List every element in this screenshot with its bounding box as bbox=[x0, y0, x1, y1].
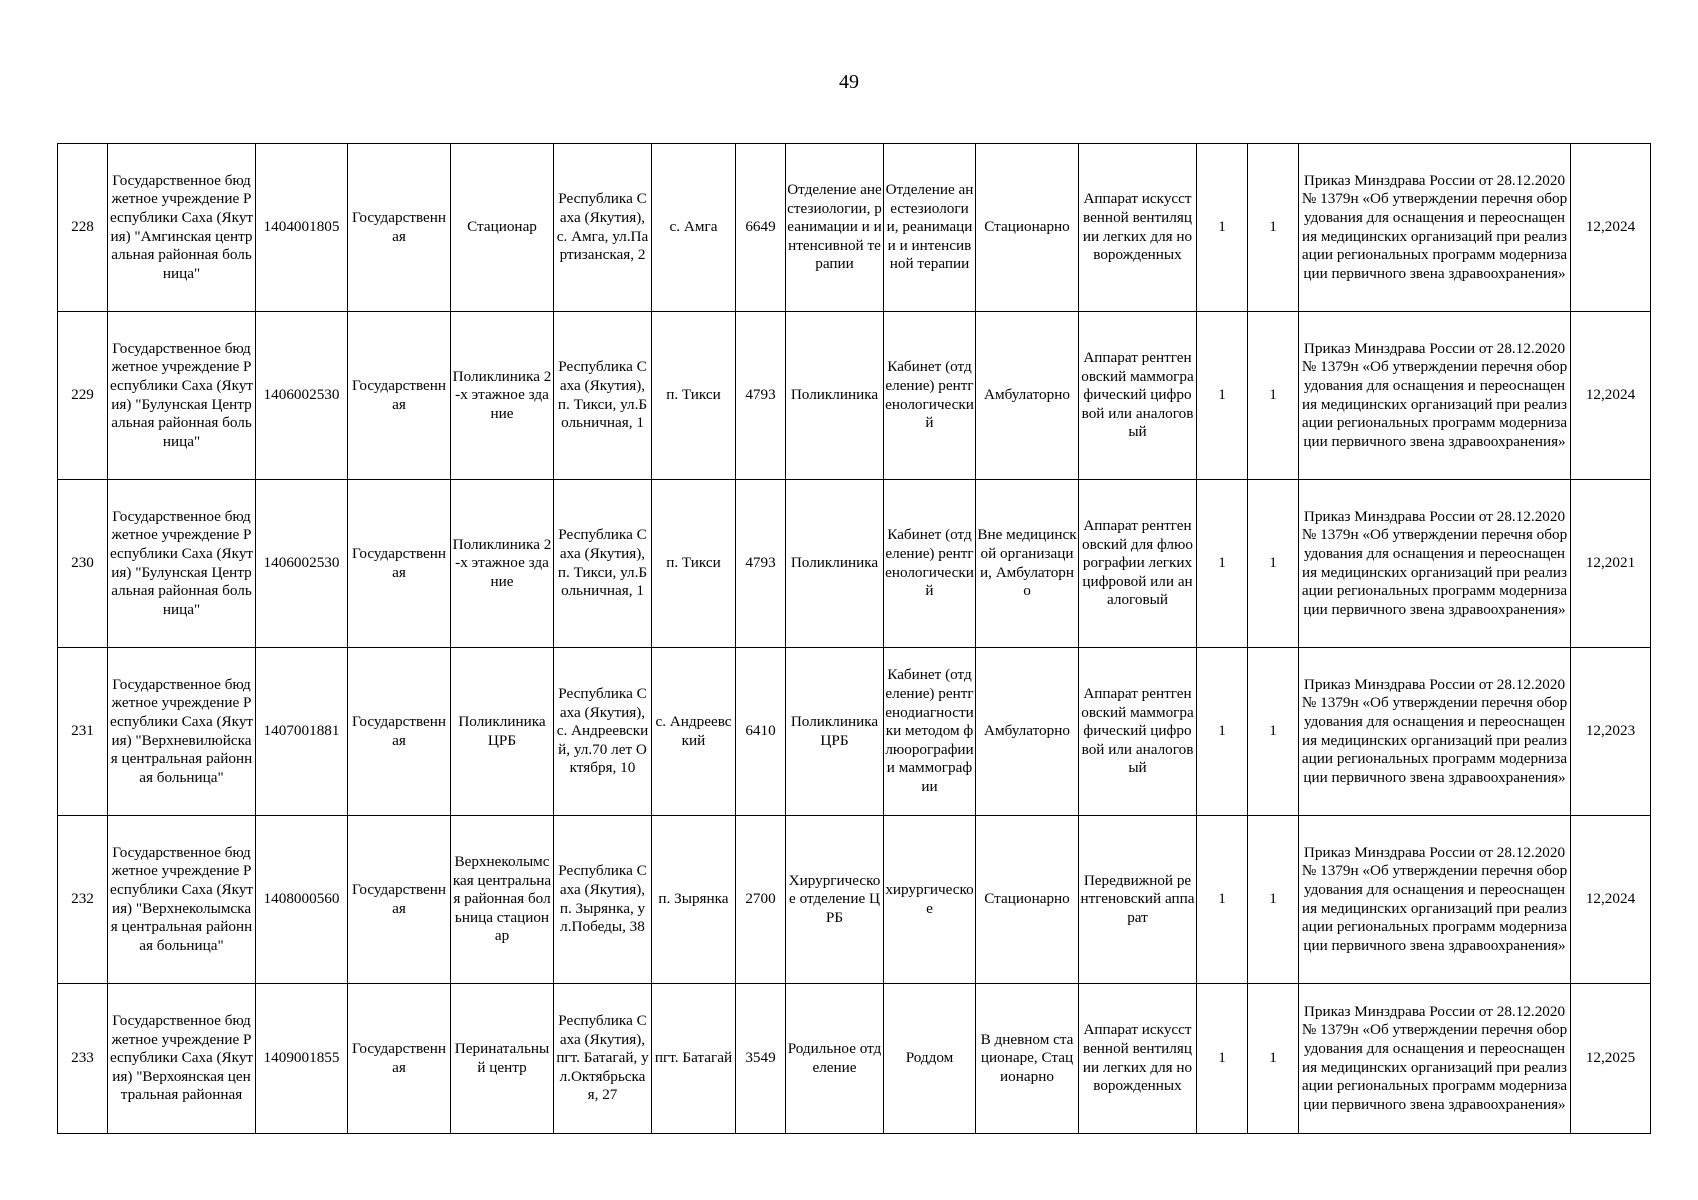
cell-regulation: Приказ Минздрава России от 28.12.2020 № 1379н «Об утверждении перечня оборудования для оснащения и переоснащения медицинских организаций при реализации региональных программ модернизации первичного звена здравоохранения» bbox=[1299, 480, 1571, 648]
cell-ownership: Государственная bbox=[348, 816, 451, 984]
cell-settlement: п. Зырянка bbox=[652, 816, 736, 984]
cell-deadline: 12,2023 bbox=[1571, 648, 1651, 816]
cell-regulation: Приказ Минздрава России от 28.12.2020 № 1379н «Об утверждении перечня оборудования для оснащения и переоснащения медицинских организаций при реализации региональных программ модернизации первичного звена здравоохранения» bbox=[1299, 816, 1571, 984]
cell-regulation: Приказ Минздрава России от 28.12.2020 № 1379н «Об утверждении перечня оборудования для оснащения и переоснащения медицинских организаций при реализации региональных программ модернизации первичного звена здравоохранения» bbox=[1299, 144, 1571, 312]
cell-equipment: Передвижной рентгеновский аппарат bbox=[1079, 816, 1197, 984]
table-row bbox=[58, 648, 1651, 816]
cell-inn: 1407001881 bbox=[256, 648, 348, 816]
table-row bbox=[58, 144, 1651, 312]
table-row bbox=[58, 984, 1651, 1134]
cell-care-conditions: Вне медицинской организации, Амбулаторно bbox=[976, 480, 1079, 648]
cell-qty-required: 1 bbox=[1197, 480, 1248, 648]
cell-qty-required: 1 bbox=[1197, 816, 1248, 984]
cell-ownership: Государственная bbox=[348, 144, 451, 312]
cell-qty-required: 1 bbox=[1197, 312, 1248, 480]
cell-address: Республика Саха (Якутия), п. Тикси, ул.Больничная, 1 bbox=[554, 312, 652, 480]
cell-population: 6410 bbox=[736, 648, 786, 816]
cell-inn: 1408000560 bbox=[256, 816, 348, 984]
cell-division: Отделение анестезиологии, реанимации и интенсивной терапии bbox=[786, 144, 884, 312]
cell-address: Республика Саха (Якутия), с. Амга, ул.Партизанская, 2 bbox=[554, 144, 652, 312]
cell-population: 3549 bbox=[736, 984, 786, 1134]
table-body bbox=[58, 144, 1651, 1134]
cell-qty-planned: 1 bbox=[1248, 984, 1299, 1134]
cell-qty-required: 1 bbox=[1197, 984, 1248, 1134]
cell-qty-required: 1 bbox=[1197, 144, 1248, 312]
cell-unit: Отделение анестезиологии, реанимации и интенсивной терапии bbox=[884, 144, 976, 312]
cell-division: Поликлиника bbox=[786, 312, 884, 480]
cell-qty-required: 1 bbox=[1197, 648, 1248, 816]
cell-org-name: Государственное бюджетное учреждение Республики Саха (Якутия) "Верхнеколымская центральная районная больница" bbox=[108, 816, 256, 984]
cell-qty-planned: 1 bbox=[1248, 648, 1299, 816]
cell-regulation: Приказ Минздрава России от 28.12.2020 № 1379н «Об утверждении перечня оборудования для оснащения и переоснащения медицинских организаций при реализации региональных программ модернизации первичного звена здравоохранения» bbox=[1299, 648, 1571, 816]
cell-deadline: 12,2025 bbox=[1571, 984, 1651, 1134]
cell-org-name: Государственное бюджетное учреждение Республики Саха (Якутия) "Верхоянская центральная районная bbox=[108, 984, 256, 1134]
cell-building: Поликлиника 2-х этажное здание bbox=[451, 480, 554, 648]
cell-population: 2700 bbox=[736, 816, 786, 984]
cell-building: Верхнеколымская центральная районная больница стационар bbox=[451, 816, 554, 984]
cell-org-name: Государственное бюджетное учреждение Республики Саха (Якутия) "Булунская Центральная районная больница" bbox=[108, 312, 256, 480]
cell-inn: 1404001805 bbox=[256, 144, 348, 312]
cell-equipment: Аппарат рентгеновский маммографический цифровой или аналоговый bbox=[1079, 312, 1197, 480]
cell-settlement: пгт. Батагай bbox=[652, 984, 736, 1134]
cell-population: 4793 bbox=[736, 312, 786, 480]
cell-equipment: Аппарат рентгеновский для флюорографии легких цифровой или аналоговый bbox=[1079, 480, 1197, 648]
cell-num: 230 bbox=[58, 480, 108, 648]
cell-num: 228 bbox=[58, 144, 108, 312]
cell-address: Республика Саха (Якутия), пгт. Батагай, ул.Октябрьская, 27 bbox=[554, 984, 652, 1134]
cell-num: 233 bbox=[58, 984, 108, 1134]
table-row bbox=[58, 480, 1651, 648]
cell-inn: 1406002530 bbox=[256, 312, 348, 480]
cell-num: 229 bbox=[58, 312, 108, 480]
cell-equipment: Аппарат искусственной вентиляции легких для новорожденных bbox=[1079, 144, 1197, 312]
cell-unit: Кабинет (отделение) рентгенологический bbox=[884, 480, 976, 648]
cell-ownership: Государственная bbox=[348, 312, 451, 480]
cell-deadline: 12,2024 bbox=[1571, 312, 1651, 480]
cell-settlement: с. Андреевский bbox=[652, 648, 736, 816]
cell-unit: Роддом bbox=[884, 984, 976, 1134]
cell-equipment: Аппарат рентгеновский маммографический цифровой или аналоговый bbox=[1079, 648, 1197, 816]
cell-regulation: Приказ Минздрава России от 28.12.2020 № 1379н «Об утверждении перечня оборудования для оснащения и переоснащения медицинских организаций при реализации региональных программ модернизации первичного звена здравоохранения» bbox=[1299, 984, 1571, 1134]
cell-care-conditions: Амбулаторно bbox=[976, 648, 1079, 816]
cell-org-name: Государственное бюджетное учреждение Республики Саха (Якутия) "Верхневилюйская центральная районная больница" bbox=[108, 648, 256, 816]
cell-settlement: п. Тикси bbox=[652, 480, 736, 648]
cell-population: 6649 bbox=[736, 144, 786, 312]
cell-deadline: 12,2024 bbox=[1571, 816, 1651, 984]
cell-qty-planned: 1 bbox=[1248, 816, 1299, 984]
cell-care-conditions: В дневном стационаре, Стационарно bbox=[976, 984, 1079, 1134]
cell-care-conditions: Стационарно bbox=[976, 816, 1079, 984]
cell-building: Перинатальный центр bbox=[451, 984, 554, 1134]
cell-unit: Кабинет (отделение) рентгенодиагностики методом флюорографии и маммографии bbox=[884, 648, 976, 816]
cell-num: 232 bbox=[58, 816, 108, 984]
cell-num: 231 bbox=[58, 648, 108, 816]
cell-regulation: Приказ Минздрава России от 28.12.2020 № 1379н «Об утверждении перечня оборудования для оснащения и переоснащения медицинских организаций при реализации региональных программ модернизации первичного звена здравоохранения» bbox=[1299, 312, 1571, 480]
cell-care-conditions: Амбулаторно bbox=[976, 312, 1079, 480]
cell-equipment: Аппарат искусственной вентиляции легких для новорожденных bbox=[1079, 984, 1197, 1134]
cell-building: Поликлиника 2-х этажное здание bbox=[451, 312, 554, 480]
cell-care-conditions: Стационарно bbox=[976, 144, 1079, 312]
cell-address: Республика Саха (Якутия), с. Андреевский, ул.70 лет Октября, 10 bbox=[554, 648, 652, 816]
cell-inn: 1406002530 bbox=[256, 480, 348, 648]
cell-deadline: 12,2024 bbox=[1571, 144, 1651, 312]
table-row bbox=[58, 312, 1651, 480]
cell-qty-planned: 1 bbox=[1248, 144, 1299, 312]
cell-division: Родильное отделение bbox=[786, 984, 884, 1134]
cell-inn: 1409001855 bbox=[256, 984, 348, 1134]
cell-ownership: Государственная bbox=[348, 984, 451, 1134]
equipment-table bbox=[57, 143, 1651, 1134]
cell-ownership: Государственная bbox=[348, 480, 451, 648]
cell-deadline: 12,2021 bbox=[1571, 480, 1651, 648]
cell-settlement: с. Амга bbox=[652, 144, 736, 312]
cell-org-name: Государственное бюджетное учреждение Республики Саха (Якутия) "Булунская Центральная районная больница" bbox=[108, 480, 256, 648]
cell-division: Поликлиника ЦРБ bbox=[786, 648, 884, 816]
cell-building: Поликлиника ЦРБ bbox=[451, 648, 554, 816]
cell-org-name: Государственное бюджетное учреждение Республики Саха (Якутия) "Амгинская центральная районная больница" bbox=[108, 144, 256, 312]
cell-settlement: п. Тикси bbox=[652, 312, 736, 480]
cell-qty-planned: 1 bbox=[1248, 312, 1299, 480]
cell-address: Республика Саха (Якутия), п. Тикси, ул.Больничная, 1 bbox=[554, 480, 652, 648]
cell-division: Хирургическое отделение ЦРБ bbox=[786, 816, 884, 984]
cell-address: Республика Саха (Якутия), п. Зырянка, ул.Победы, 38 bbox=[554, 816, 652, 984]
cell-ownership: Государственная bbox=[348, 648, 451, 816]
cell-division: Поликлиника bbox=[786, 480, 884, 648]
page-number: 49 bbox=[839, 71, 859, 93]
cell-unit: Кабинет (отделение) рентгенологический bbox=[884, 312, 976, 480]
cell-qty-planned: 1 bbox=[1248, 480, 1299, 648]
cell-population: 4793 bbox=[736, 480, 786, 648]
cell-building: Стационар bbox=[451, 144, 554, 312]
table-row bbox=[58, 816, 1651, 984]
cell-unit: хирургическое bbox=[884, 816, 976, 984]
